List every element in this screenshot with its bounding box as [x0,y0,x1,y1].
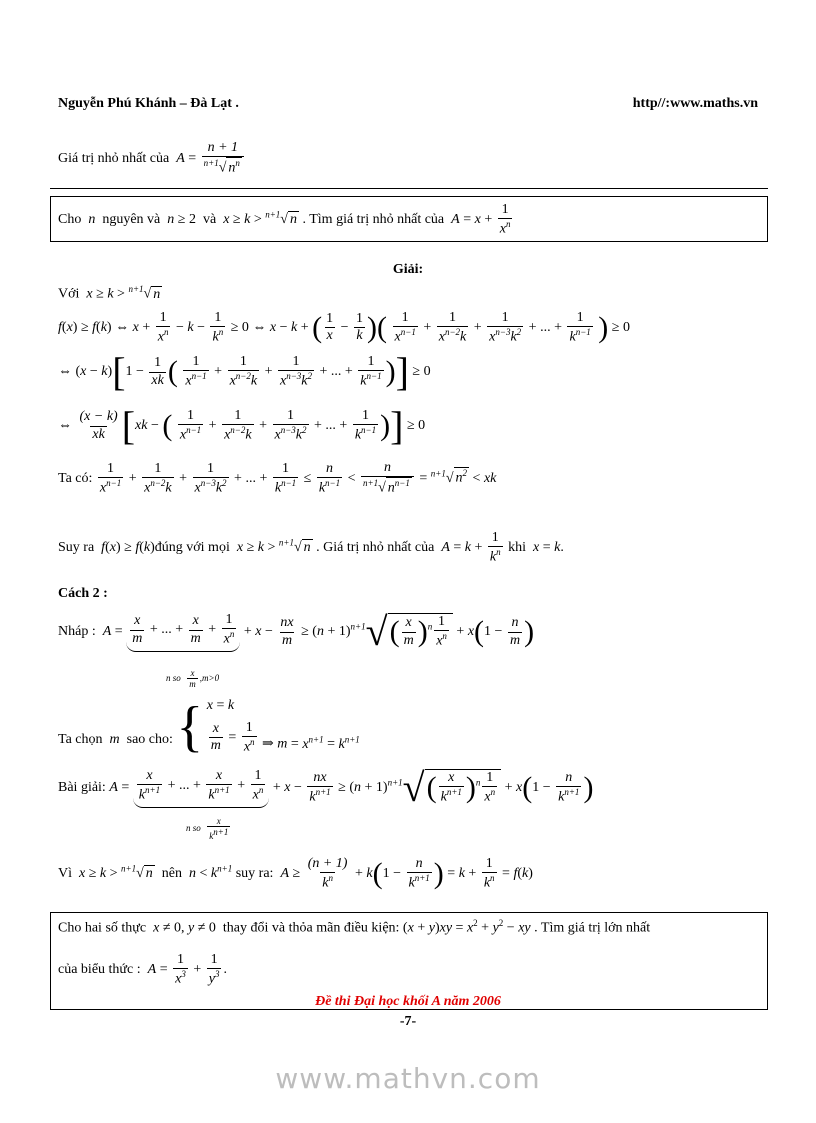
sol-suy-ra-b: đúng với mọi [154,540,230,556]
prev-min-text: Giá trị nhỏ nhất của [58,150,170,166]
header-website: http//:www.maths.vn [632,96,758,111]
sol-ta-co-label: Ta có: [58,470,93,486]
problem1-text-d: . Tìm giá trị nhỏ nhất của [302,212,445,228]
sol-suy-ra-a: Suy ra [58,540,95,556]
prev-min-fraction: $\frac{n + 1}{^{n+1}√ n^n}$ [202,140,244,178]
sol-cach2-title: Cách 2 : [58,586,108,601]
sol-ta-chon-b: sao cho: [126,732,173,747]
dashed-divider [50,188,768,189]
problem2-line1: Cho hai số thực x ≠ 0, y ≠ 0 thay đổi và thỏa mãn điều kiện: $(x + y)xy = x^2 + y^2$ − xy . Tìm giá trị lớn nhất [58,918,651,936]
problem2-text-a: Cho hai số thực [58,920,147,936]
problem2-text-d: của biểu thức : [58,962,141,978]
sol-vi-label: Vì [58,866,72,882]
problem2-text-c: . Tìm giá trị lớn nhất [534,920,651,936]
sol-nhap-underbrace-note: n so $\frac{x}{m}$ ,m>0 [166,668,220,690]
watermark: www.mathvn.com [275,1062,541,1095]
sol-suy-ra-d: khi [508,540,527,556]
sol-nhap-label: Nháp : [58,624,96,640]
problem1-text-a: Cho [58,212,82,228]
sol-bai-giai-label: Bài giải: [58,780,106,796]
problem1-text-c: và [202,212,217,228]
sol-nhap-nso: n so [166,672,181,683]
sol-suy-ra-c: . Giá trị nhỏ nhất của [316,540,435,556]
sol-given-line: Với x ≥ k > $^{n+1}$√ n [58,284,161,302]
problem1-text-b: nguyên và [102,212,161,228]
sol-bai-giai: Bài giải: A = $\frac{x}{k^{n+1}}$ + ... + $\frac{x}{k^{n+1}}$ + $\frac{1}{x^n}$ + x − $\frac{nx}{k^{n+1}}$ ≥ $(n + 1)^{n+1}√$( $\frac{x}{k^{n+1}}$ )$^n$ $\frac{1}{x^n}$ + x(1 − $\frac{n}{k^{n+1}}$ ) [58,765,594,810]
sol-equiv-2: ⇔ (x − k)[1 − $\frac{1}{xk}$ ( $\frac{1}{x^{n-1}}$ + $\frac{1}{x^{n-2}k}$ + $\frac{1}{x^{n-3}k^2}$ + ... + $\frac{1}{k^{n-1}}$ )] ≥ 0 [58,349,431,394]
sol-equiv-3: ⇔ $\frac{(x - k)}{xk}$ [xk − ( $\frac{1}{x^{n-1}}$ + $\frac{1}{x^{n-2}k}$ + $\frac{1}{x^{n-3}k^2}$ + ... + $\frac{1}{k^{n-1}}$ )] ≥ 0 [58,403,426,448]
sol-ta-chon: Ta chọn m sao cho: { x = k $\frac{x}{m}$ = $\frac{1}{x^n}$ ⇒ $m = x^{n+1} = k^{n+1}$ [58,695,360,758]
sol-voi: Với [58,286,80,302]
problem2-text-b: thay đổi và thỏa mãn điều kiện: [222,920,400,936]
sol-nen: nên [161,866,183,882]
problem1-statement: Cho n nguyên và n ≥ 2 và x ≥ k > $^{n+1}$√ n . Tìm giá trị nhỏ nhất của A = x + $\frac{1}{x^n}$ [58,202,511,237]
sol-equiv-1: f(x) ≥ f(k) ⇔ x + $\frac{1}{x^n}$ − k − $\frac{1}{k^n}$ ≥ 0 ⇔ x − k + ( $\frac{1}{x}$ − $\frac{1}{k}$ )( $\frac{1}{x^{n-1}}$ + $\frac{1}{x^{n-2}k}$ + $\frac{1}{x^{n-3}k^2}$ + ... + $\frac{1}{k^{n-1}}$ ) ≥ 0 [58,310,630,345]
sol-bai-giai-nso: n so [186,822,201,833]
problem2-line2: của biểu thức : A = $\frac{1}{x^3}$ + $\frac{1}{y^3}$ . [58,952,227,987]
sol-vi: Vì x ≥ k > $^{n+1}$√ n nên $n < k^{n+1}$ suy ra: A ≥ $\frac{(n + 1)}{k^n}$ + k(1 − $\frac{n}{k^{n+1}}$ ) = k + $\frac{1}{k^n}$ = f(k) [58,856,533,891]
problem2-source: Đề thi Đại học khối A năm 2006 [315,994,501,1009]
solution-title: Giải: [392,262,424,277]
sol-bai-giai-underbrace-note: n so $\frac{x}{k^{n+1}}$ [186,816,229,842]
prev-min-line: Giá trị nhỏ nhất của A = $\frac{n + 1}{^{n+1}√ n^n}$ [58,140,246,178]
header-author: Nguyễn Phú Khánh – Đà Lạt . [58,96,239,111]
sol-ta-chon-a: Ta chọn [58,732,103,747]
sol-suy-ra2: suy ra: [235,866,274,882]
page-number: -7- [399,1014,417,1029]
sol-ta-co: Ta có: $\frac{1}{x^{n-1}}$ + $\frac{1}{x^{n-2}k}$ + $\frac{1}{x^{n-3}k^2}$ + ... + $\frac{1}{k^{n-1}}$ ≤ $\frac{n}{k^{n-1}}$ < $\frac{n}{^{n+1}√ n^{n-1}}$ = $^{n+1}$√ $n^2$ < xk [58,460,497,496]
sol-conclusion: Suy ra f(x) ≥ f(k)đúng với mọi x ≥ k > $^{n+1}$√ n . Giá trị nhỏ nhất của A = k + $\frac{1}{k^n}$ khi x = k. [58,530,564,565]
sol-nhap: Nháp : A = $\frac{x}{m}$ + ... + $\frac{x}{m}$ + $\frac{1}{x^n}$ + x − $\frac{nx}{m}$ ≥ $(n + 1)^{n+1}√$( $\frac{x}{m}$ )$^n$ $\frac{1}{x^n}$ + x(1 − $\frac{n}{m}$ ) [58,609,535,654]
